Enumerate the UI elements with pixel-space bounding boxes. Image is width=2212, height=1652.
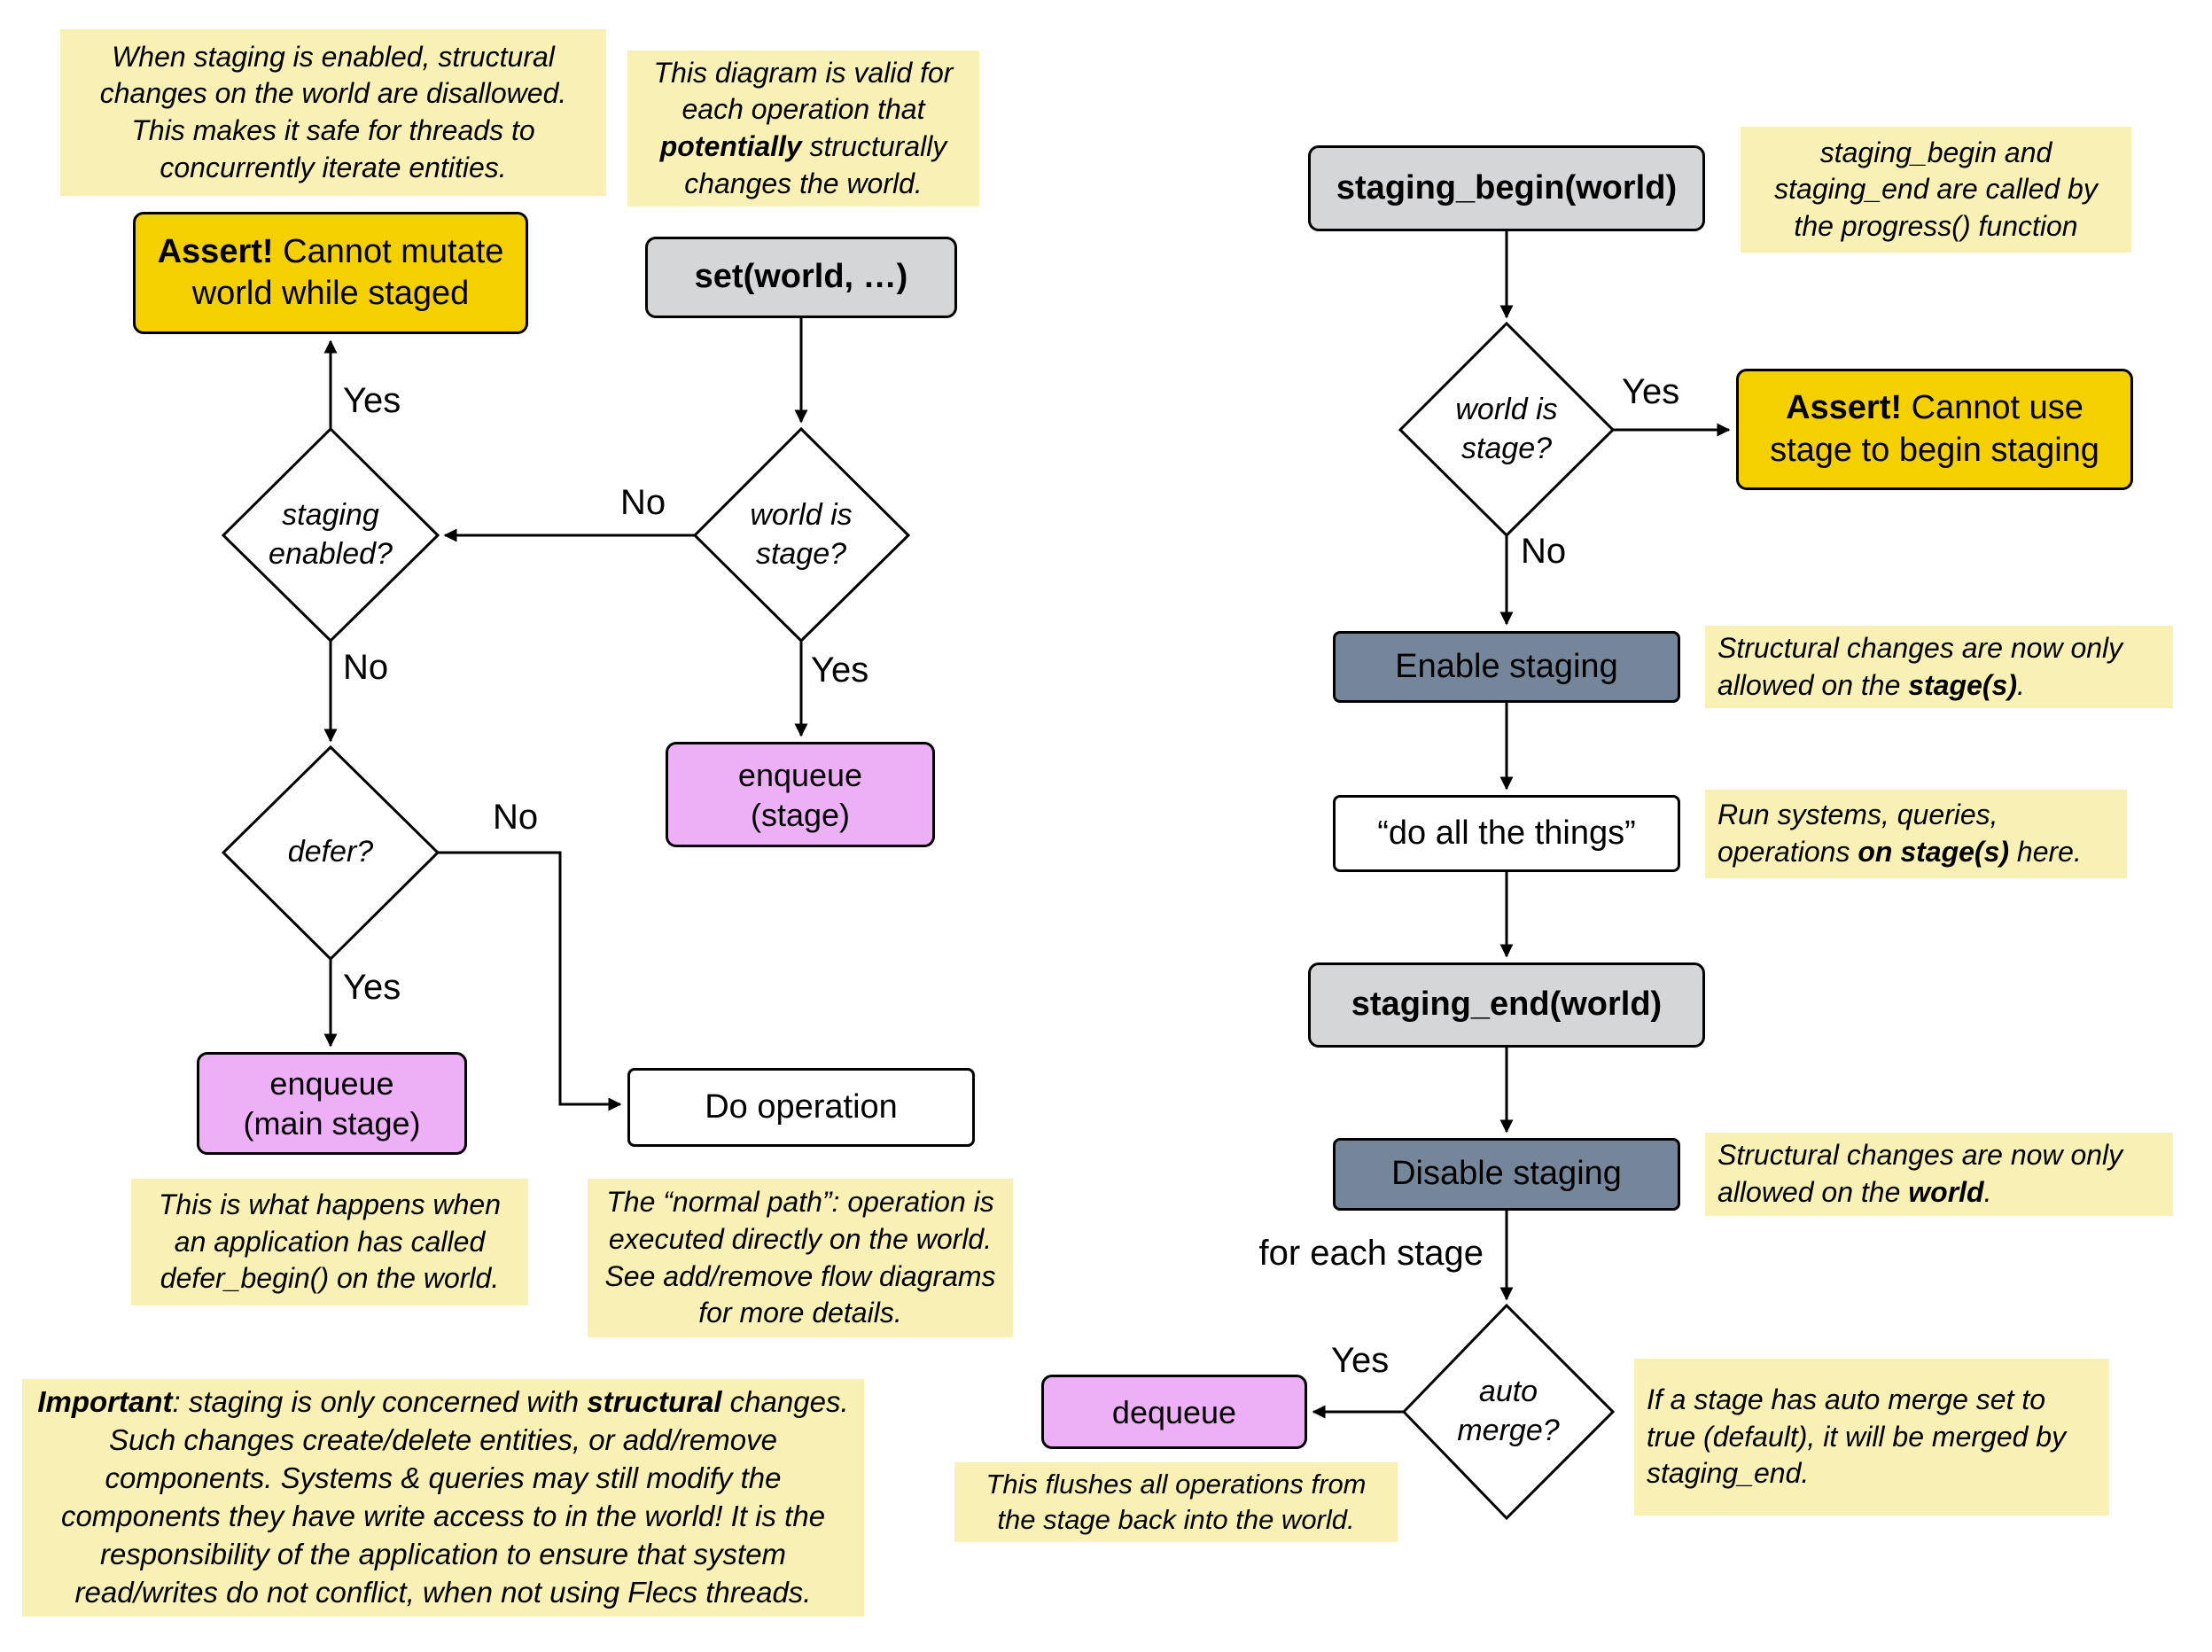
world-is-stage-left-line2: stage? xyxy=(755,537,847,571)
note-progress xyxy=(1741,127,2131,253)
note-run xyxy=(1705,790,2127,878)
note-important-b2: structural xyxy=(587,1385,722,1419)
staging-begin-label: staging_begin(world) xyxy=(1336,168,1678,206)
note-important-text xyxy=(35,1383,852,1611)
note-enable xyxy=(1705,626,2173,708)
enqueue-stage-line2: (stage) xyxy=(750,796,851,833)
dequeue-node xyxy=(1041,1375,1307,1449)
enqueue-stage-node xyxy=(666,742,935,847)
note-diagram-valid-b1: potentially xyxy=(659,130,802,162)
label-yes-mutate: Yes xyxy=(343,381,401,420)
note-run-text xyxy=(1717,797,2115,870)
label-yes-world-stage-left: Yes xyxy=(811,651,869,690)
dequeue-label: dequeue xyxy=(1111,1393,1237,1430)
note-important-t1: : staging is only concerned with xyxy=(172,1385,588,1419)
note-automerge-text: If a stage has auto merge set to true (default), it will be merged by staging_end. xyxy=(1647,1383,2067,1490)
note-disable-text xyxy=(1717,1137,2161,1211)
label-no-to-staging-enabled: No xyxy=(620,483,666,522)
note-when-staging-text: When staging is enabled, structural changes on the world are disallowed. This makes it safe for threads to concurrently iterate entities. xyxy=(99,40,567,183)
do-all-things-node xyxy=(1333,795,1680,872)
label-for-each-stage: for each stage xyxy=(1258,1234,1484,1273)
note-flush xyxy=(954,1462,1398,1542)
note-enable-t1: Structural changes are now only allowed on the xyxy=(1717,631,2123,701)
label-yes-world-stage-right: Yes xyxy=(1622,372,1680,411)
staging-enabled-label xyxy=(224,482,437,588)
note-disable-t1: Structural changes are now only allowed on the xyxy=(1717,1139,2123,1208)
note-normal-path xyxy=(588,1179,1013,1337)
defer-label xyxy=(224,826,437,879)
note-when-staging xyxy=(60,29,606,196)
do-operation-label: Do operation xyxy=(705,1087,898,1126)
note-enable-t2: . xyxy=(2016,668,2025,701)
world-is-stage-right-label xyxy=(1400,377,1613,483)
assert-mutate-node xyxy=(133,212,528,334)
note-run-b1: on stage(s) xyxy=(1858,836,2010,868)
note-flush-text: This flushes all operations from the stage back into the world. xyxy=(985,1468,1367,1535)
staging-enabled-line1: staging xyxy=(282,498,379,533)
enqueue-main-line1: enqueue xyxy=(269,1065,394,1102)
note-important-t2: changes. Such changes create/delete entities, or add/remove components. Systems & queries may still modify the components they have write access to in the world! It is the responsibility of the application to ensure that system read/writes do not conflict, when not using Flecs threads. xyxy=(60,1385,849,1609)
world-is-stage-left-label xyxy=(695,482,907,588)
label-no-world-stage-right: No xyxy=(1521,532,1567,571)
set-node xyxy=(645,237,957,318)
enable-staging-node xyxy=(1333,631,1680,703)
label-no-staging-enabled: No xyxy=(343,648,389,687)
assert-stage-text xyxy=(1748,387,2122,471)
do-operation-node xyxy=(627,1068,975,1147)
note-enable-text xyxy=(1717,630,2161,704)
note-run-t2: here. xyxy=(2009,836,2082,868)
world-is-stage-left-line1: world is xyxy=(750,498,853,533)
assert-mutate-bold: Assert! xyxy=(157,232,274,270)
assert-stage-rest: Cannot use stage to begin staging xyxy=(1770,389,2099,469)
note-disable-t2: . xyxy=(1983,1176,1992,1208)
note-disable-b1: world xyxy=(1908,1176,1984,1208)
do-all-things-label: “do all the things” xyxy=(1377,814,1636,852)
note-diagram-valid-t2: structurally changes the world. xyxy=(684,130,947,199)
auto-merge-label xyxy=(1402,1359,1615,1465)
enable-staging-label: Enable staging xyxy=(1395,647,1618,685)
assert-stage-bold: Assert! xyxy=(1786,389,1903,426)
note-important-b1: Important xyxy=(37,1385,173,1419)
auto-merge-line2: merge? xyxy=(1457,1414,1560,1447)
staging-end-node xyxy=(1308,962,1705,1048)
disable-staging-label: Disable staging xyxy=(1391,1155,1622,1193)
note-defer-begin xyxy=(131,1179,528,1305)
enqueue-stage-line1: enqueue xyxy=(737,756,863,793)
disable-staging-node xyxy=(1333,1138,1680,1211)
auto-merge-line1: auto xyxy=(1478,1375,1538,1409)
world-is-stage-right-line1: world is xyxy=(1455,393,1558,427)
label-yes-defer: Yes xyxy=(343,968,401,1007)
defer-line1: defer? xyxy=(287,835,374,869)
note-run-t1: Run systems, queries, operations xyxy=(1717,799,1998,868)
note-automerge xyxy=(1634,1359,2109,1516)
note-defer-begin-text: This is what happens when an application has called defer_begin() on the world. xyxy=(159,1188,501,1295)
note-important xyxy=(22,1379,864,1617)
world-is-stage-right-line2: stage? xyxy=(1460,432,1553,465)
enqueue-main-node xyxy=(197,1052,467,1155)
note-progress-text: staging_begin and staging_end are called by the progress() function xyxy=(1774,136,2098,242)
assert-mutate-text xyxy=(144,231,517,316)
note-disable xyxy=(1705,1133,2173,1216)
note-enable-b1: stage(s) xyxy=(1908,668,2017,701)
note-diagram-valid-text xyxy=(640,55,967,202)
set-node-label: set(world, …) xyxy=(694,258,908,296)
label-no-defer: No xyxy=(493,798,539,837)
label-yes-auto-merge: Yes xyxy=(1331,1341,1390,1380)
note-normal-path-text: The “normal path”: operation is executed directly on the world. See add/remove flow diagrams for more details. xyxy=(604,1186,996,1329)
note-diagram-valid-t1: This diagram is valid for each operation that xyxy=(653,56,954,126)
staging-enabled-line2: enabled? xyxy=(269,537,393,571)
note-diagram-valid xyxy=(627,51,979,206)
assert-mutate-rest: Cannot mutate world while staged xyxy=(191,232,504,312)
staging-begin-node xyxy=(1308,145,1705,231)
assert-stage-node xyxy=(1736,369,2133,490)
enqueue-main-line2: (main stage) xyxy=(243,1105,421,1142)
staging-end-label: staging_end(world) xyxy=(1351,986,1663,1024)
